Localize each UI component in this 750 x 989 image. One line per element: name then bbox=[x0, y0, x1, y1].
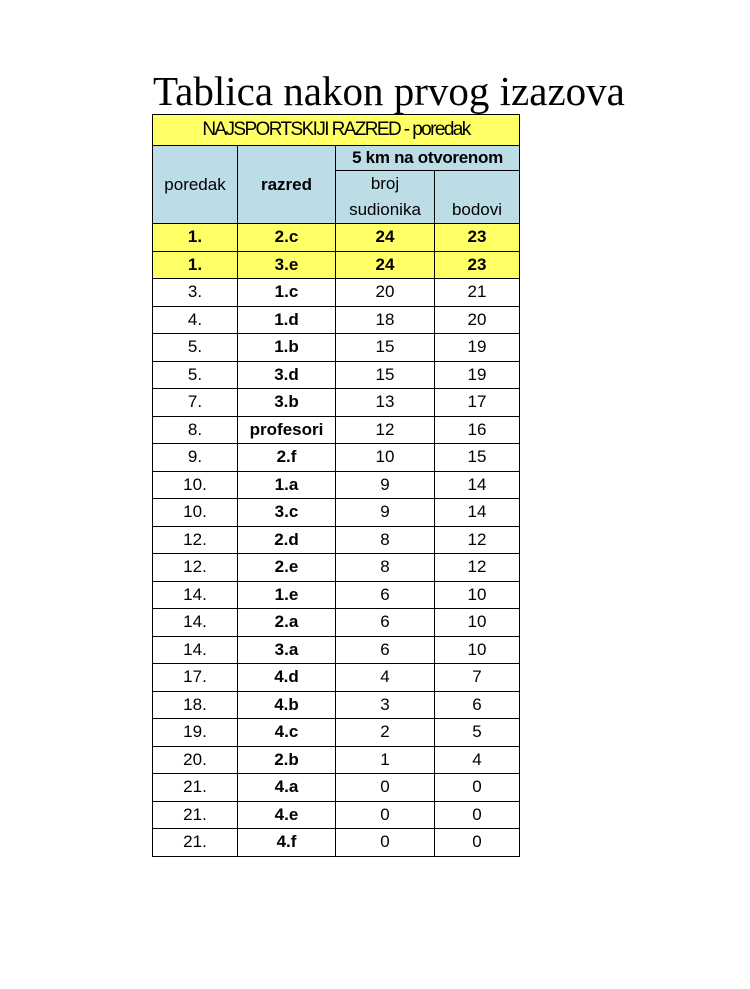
points-cell: 17 bbox=[435, 389, 520, 417]
rank-cell: 14. bbox=[153, 581, 238, 609]
table-row bbox=[153, 609, 520, 637]
participants-cell: 6 bbox=[336, 636, 435, 664]
column-group-header: 5 km na otvorenom bbox=[336, 146, 520, 171]
class-cell: 2.a bbox=[238, 609, 336, 637]
points-cell: 20 bbox=[435, 306, 520, 334]
participants-cell: 12 bbox=[336, 416, 435, 444]
table-row bbox=[153, 444, 520, 472]
rank-cell: 20. bbox=[153, 746, 238, 774]
points-cell: 4 bbox=[435, 746, 520, 774]
table-row bbox=[153, 774, 520, 802]
participants-cell: 24 bbox=[336, 251, 435, 279]
points-cell: 23 bbox=[435, 251, 520, 279]
class-cell: 4.d bbox=[238, 664, 336, 692]
rank-cell: 5. bbox=[153, 334, 238, 362]
class-cell: 4.a bbox=[238, 774, 336, 802]
class-cell: 2.e bbox=[238, 554, 336, 582]
participants-cell: 6 bbox=[336, 609, 435, 637]
participants-cell: 0 bbox=[336, 829, 435, 857]
column-header-points bbox=[435, 171, 520, 224]
rank-cell: 5. bbox=[153, 361, 238, 389]
table-row bbox=[153, 279, 520, 307]
class-cell: 3.b bbox=[238, 389, 336, 417]
table-row bbox=[153, 691, 520, 719]
table-banner: NAJSPORTSKIJI RAZRED - poredak bbox=[153, 115, 520, 146]
class-cell: 2.b bbox=[238, 746, 336, 774]
points-header-label: bodovi bbox=[451, 200, 503, 219]
table-row bbox=[153, 251, 520, 279]
participants-cell: 18 bbox=[336, 306, 435, 334]
participants-cell: 15 bbox=[336, 334, 435, 362]
table-row bbox=[153, 829, 520, 857]
participants-cell: 15 bbox=[336, 361, 435, 389]
rank-cell: 12. bbox=[153, 526, 238, 554]
points-cell: 0 bbox=[435, 774, 520, 802]
table-row bbox=[153, 636, 520, 664]
points-cell: 16 bbox=[435, 416, 520, 444]
participants-cell: 4 bbox=[336, 664, 435, 692]
table-row bbox=[153, 334, 520, 362]
table-row bbox=[153, 719, 520, 747]
participants-header-line2: sudionika bbox=[349, 200, 421, 219]
table-row bbox=[153, 801, 520, 829]
rank-cell: 10. bbox=[153, 471, 238, 499]
points-cell: 10 bbox=[435, 609, 520, 637]
class-cell: 2.f bbox=[238, 444, 336, 472]
points-cell: 6 bbox=[435, 691, 520, 719]
rank-cell: 9. bbox=[153, 444, 238, 472]
rank-cell: 12. bbox=[153, 554, 238, 582]
participants-cell: 0 bbox=[336, 801, 435, 829]
class-cell: 1.c bbox=[238, 279, 336, 307]
rank-cell: 8. bbox=[153, 416, 238, 444]
table-row bbox=[153, 499, 520, 527]
table-header-row bbox=[153, 146, 520, 171]
rank-cell: 1. bbox=[153, 224, 238, 252]
rank-cell: 14. bbox=[153, 609, 238, 637]
rank-cell: 4. bbox=[153, 306, 238, 334]
class-cell: 1.a bbox=[238, 471, 336, 499]
points-cell: 12 bbox=[435, 526, 520, 554]
class-cell: 1.b bbox=[238, 334, 336, 362]
points-cell: 0 bbox=[435, 829, 520, 857]
table-row bbox=[153, 554, 520, 582]
points-cell: 15 bbox=[435, 444, 520, 472]
rank-cell: 21. bbox=[153, 801, 238, 829]
participants-cell: 20 bbox=[336, 279, 435, 307]
rank-cell: 19. bbox=[153, 719, 238, 747]
class-cell: 3.c bbox=[238, 499, 336, 527]
rank-cell: 7. bbox=[153, 389, 238, 417]
class-cell: 3.a bbox=[238, 636, 336, 664]
points-cell: 19 bbox=[435, 361, 520, 389]
points-cell: 12 bbox=[435, 554, 520, 582]
table-row bbox=[153, 664, 520, 692]
table-row bbox=[153, 416, 520, 444]
column-header-participants bbox=[336, 171, 435, 224]
points-cell: 21 bbox=[435, 279, 520, 307]
table-row bbox=[153, 746, 520, 774]
points-cell: 10 bbox=[435, 581, 520, 609]
participants-cell: 9 bbox=[336, 499, 435, 527]
participants-cell: 8 bbox=[336, 526, 435, 554]
rank-cell: 21. bbox=[153, 829, 238, 857]
participants-cell: 8 bbox=[336, 554, 435, 582]
points-cell: 5 bbox=[435, 719, 520, 747]
table-row bbox=[153, 389, 520, 417]
rank-cell: 21. bbox=[153, 774, 238, 802]
rank-cell: 17. bbox=[153, 664, 238, 692]
points-cell: 14 bbox=[435, 471, 520, 499]
rank-cell: 1. bbox=[153, 251, 238, 279]
participants-cell: 6 bbox=[336, 581, 435, 609]
class-cell: 4.f bbox=[238, 829, 336, 857]
participants-header-line1: broj bbox=[370, 174, 400, 193]
class-cell: 3.d bbox=[238, 361, 336, 389]
participants-cell: 10 bbox=[336, 444, 435, 472]
points-cell: 7 bbox=[435, 664, 520, 692]
class-cell: 2.d bbox=[238, 526, 336, 554]
participants-cell: 2 bbox=[336, 719, 435, 747]
class-cell: 3.e bbox=[238, 251, 336, 279]
table-row bbox=[153, 581, 520, 609]
participants-cell: 13 bbox=[336, 389, 435, 417]
table-row bbox=[153, 224, 520, 252]
participants-cell: 0 bbox=[336, 774, 435, 802]
class-cell: 4.b bbox=[238, 691, 336, 719]
rank-cell: 18. bbox=[153, 691, 238, 719]
page-title: Tablica nakon prvog izazova bbox=[153, 68, 625, 114]
class-cell: 4.c bbox=[238, 719, 336, 747]
table-row bbox=[153, 471, 520, 499]
participants-cell: 24 bbox=[336, 224, 435, 252]
points-cell: 23 bbox=[435, 224, 520, 252]
table-banner-row bbox=[153, 115, 520, 146]
rank-cell: 10. bbox=[153, 499, 238, 527]
class-cell: 2.c bbox=[238, 224, 336, 252]
points-cell: 0 bbox=[435, 801, 520, 829]
class-cell: 4.e bbox=[238, 801, 336, 829]
standings-table bbox=[152, 114, 520, 857]
rank-cell: 14. bbox=[153, 636, 238, 664]
participants-cell: 3 bbox=[336, 691, 435, 719]
points-cell: 14 bbox=[435, 499, 520, 527]
class-cell: profesori bbox=[238, 416, 336, 444]
points-cell: 10 bbox=[435, 636, 520, 664]
column-header-rank: poredak bbox=[153, 146, 238, 224]
participants-cell: 9 bbox=[336, 471, 435, 499]
column-header-class: razred bbox=[238, 146, 336, 224]
points-cell: 19 bbox=[435, 334, 520, 362]
rank-cell: 3. bbox=[153, 279, 238, 307]
table-row bbox=[153, 526, 520, 554]
table-row bbox=[153, 306, 520, 334]
table-row bbox=[153, 361, 520, 389]
class-cell: 1.d bbox=[238, 306, 336, 334]
class-cell: 1.e bbox=[238, 581, 336, 609]
participants-cell: 1 bbox=[336, 746, 435, 774]
